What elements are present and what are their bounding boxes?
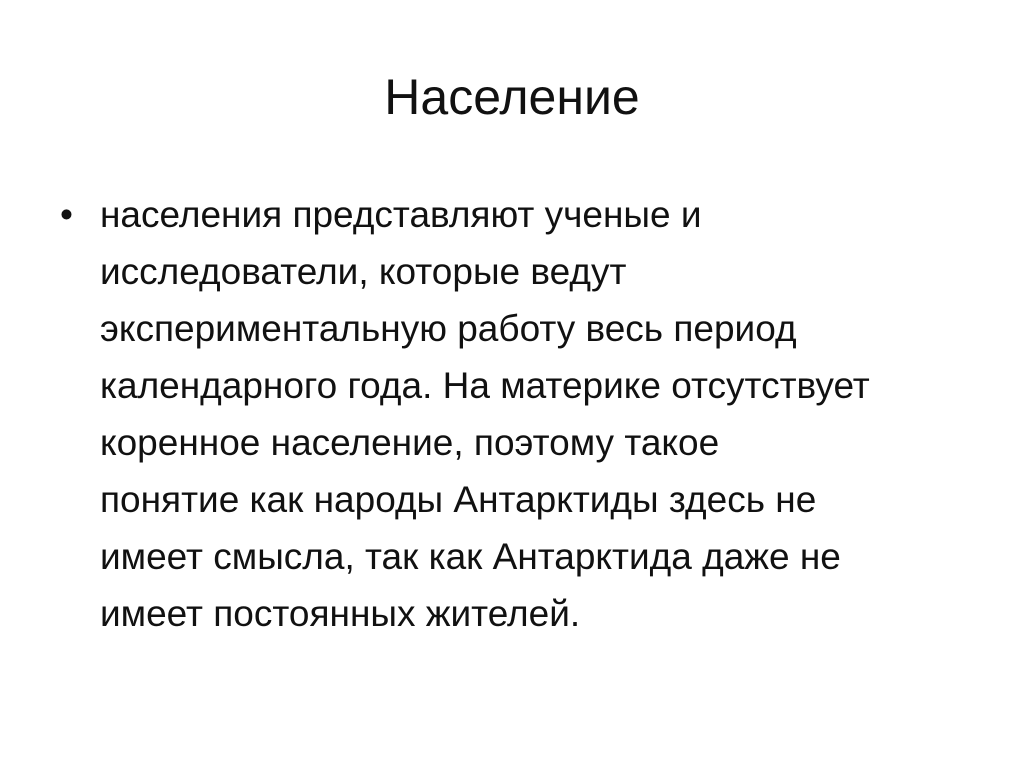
bullet-text-line: исследователи, которые ведут (100, 251, 627, 292)
bullet-text-line: имеет смысла, так как Антарктида даже не (100, 536, 841, 577)
bullet-text-line: экспериментальную работу весь период (100, 308, 797, 349)
bullet-text-line: имеет постоянных жителей. (100, 593, 581, 634)
bullet-text-line: понятие как народы Антарктиды здесь не (100, 479, 817, 520)
slide-title: Население (384, 69, 640, 125)
bullet-text-line: коренное население, поэтому такое (100, 422, 720, 463)
bullet-list (60, 186, 990, 642)
bullet-text-line: календарного года. На материке отсутствует (100, 365, 870, 406)
bullet-text-line: населения представляют ученые и (100, 194, 702, 235)
bullet-item (60, 186, 990, 642)
bullet-dot-icon: • (60, 194, 73, 235)
